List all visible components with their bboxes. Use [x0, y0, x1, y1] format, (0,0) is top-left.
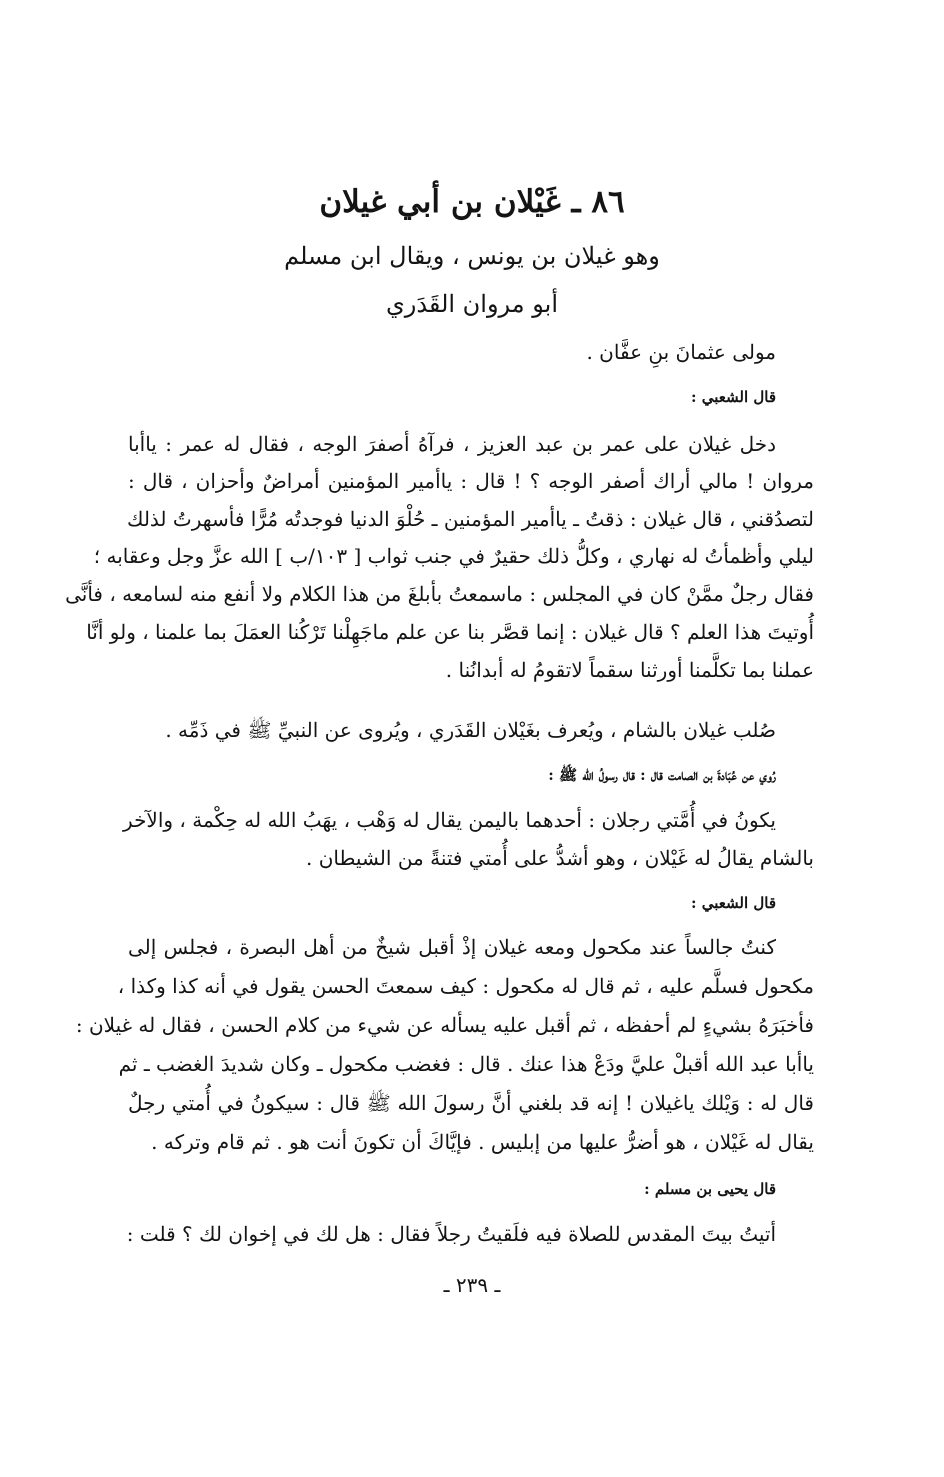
entry-title: ٨٦ ـ غَيْلان بن أبي غيلان	[319, 184, 625, 220]
paragraph-line: يقال له غَيْلان ، هو أضرُّ عليها من إبليس . فإيَّاكَ أن تكونَ أنت هو . ثم قام وتركه .	[151, 1130, 814, 1154]
section-label-shabi-1: قال الشعبي :	[690, 388, 776, 406]
paragraph-line: ليلي وأظمأتُ له نهاري ، وكلُّ ذلك حقيرٌ في جنب ثواب [ ١٠٣/ب ] الله عزَّ وجل وعقابه ؛	[93, 544, 814, 568]
section-label-yahya: قال يحيى بن مسلم :	[644, 1180, 776, 1198]
paragraph-line: أتيتُ بيتَ المقدس للصلاة فيه فلَقيتُ رجلاً فقال : هل لك في إخوان لك ؟ قلت :	[126, 1222, 776, 1246]
paragraph-line: مروان ! مالي أراك أصفر الوجه ؟ ! قال : ياأمير المؤمنين أمراضٌ وأحزان ، قال :	[128, 469, 814, 493]
section-label-ubada: رُوي عن عُبَادةَ بن الصامت قال : قال رسولُ الله ﷺ :	[548, 766, 776, 784]
page-number: ـ ٢٣٩ ـ	[443, 1273, 501, 1297]
paragraph-line: يكونُ في أُمَّتي رجلان : أحدهما باليمن يقال له وَهْب ، يهَبُ الله له حِكْمة ، والآخر	[123, 808, 776, 832]
paragraph-line: دخل غيلان على عمر بن عبد العزيز ، فرآهُ أصفرَ الوجه ، فقال له عمر : ياأبا	[128, 432, 776, 456]
paragraph-line: مكحول فسلَّم عليه ، ثم قال له مكحول : كيف سمعتَ الحسن يقول في أنه كذا وكذا ،	[117, 974, 814, 998]
entry-subtitle-2: أبو مروان القَدَري	[385, 290, 559, 318]
paragraph-line: أُوتيتَ هذا العلم ؟ قال غيلان : إنما قصَّر بنا عن علم ماجَهِلْنا تَرْكُنا العمَلَ بما علمنا ، ولو أنَّا	[86, 620, 814, 644]
intro-line: مولى عثمانَ بنِ عفَّان .	[586, 340, 776, 364]
paragraph-line: بالشام يقالُ له غَيْلان ، وهو أشدُّ على أُمتي فتنةً من الشيطان .	[306, 846, 814, 870]
paragraph-line: فقال رجلٌ ممَّنْ كان في المجلس : ماسمعتُ بأبلغَ من هذا الكلام ولا أنفع منه لسامعه ، فأنَّى	[65, 582, 814, 606]
paragraph-line: كنتُ جالساً عند مكحول ومعه غيلان إذْ أقبل شيخٌ من أهل البصرة ، فجلس إلى	[128, 935, 776, 959]
paragraph-line: فأخبَرَهُ بشيءٍ لم أحفظه ، ثم أقبل عليه يسأله عن شيء من كلام الحسن ، فقال له غيلان :	[75, 1013, 814, 1037]
entry-subtitle-1: وهو غيلان بن يونس ، ويقال ابن مسلم	[284, 242, 660, 270]
paragraph-line: ياأبا عبد الله أقبلْ عليَّ ودَعْ هذا عنك . قال : فغضب مكحول ـ وكان شديدَ الغضب ـ ثم	[118, 1052, 814, 1076]
section-label-shabi-2: قال الشعبي :	[690, 894, 776, 912]
paragraph-line: عملنا بما تكلَّمنا أورثنا سقماً لاتقومُ له أبدانُنا .	[445, 658, 814, 682]
paragraph-line: صُلب غيلان بالشام ، ويُعرف بغَيْلان القَدَري ، ويُروى عن النبيِّ ﷺ في ذَمِّه .	[165, 718, 776, 742]
paragraph-line: قال له : وَيْلك ياغيلان ! إنه قد بلغني أنَّ رسولَ الله ﷺ قال : سيكونُ في أُمتي رجلٌ	[128, 1091, 814, 1115]
paragraph-line: لتصدُقني ، قال غيلان : ذقتُ ـ ياأمير المؤمنين ـ حُلْوَ الدنيا فوجدتُه مُرًّا فأسهرتُ لذلك	[126, 507, 814, 531]
